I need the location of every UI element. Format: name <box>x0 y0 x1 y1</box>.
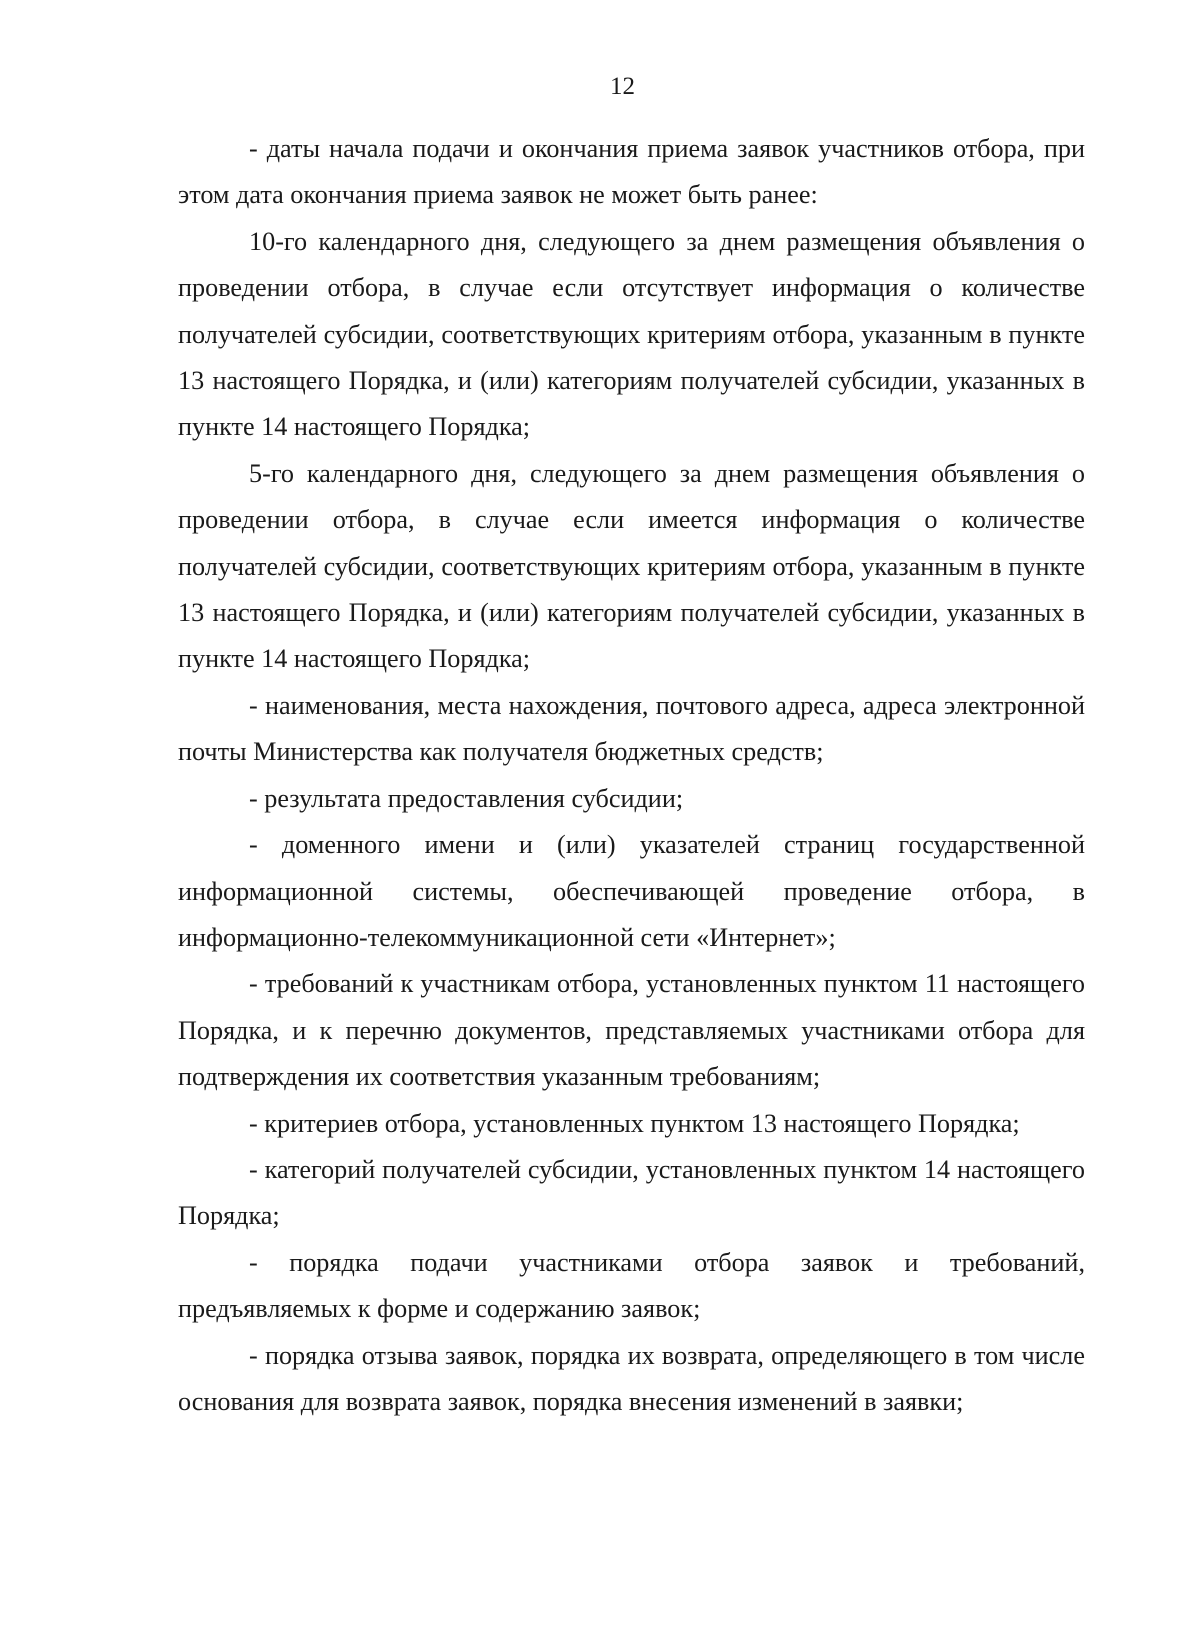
paragraph-withdrawal-procedure: - порядка отзыва заявок, порядка их возврата, определяющего в том числе основания для возврата заявок, порядка внесения изменений в заявки; <box>178 1340 1085 1416</box>
page-number: 12 <box>610 73 635 100</box>
document-body <box>178 126 1085 1425</box>
paragraph-ministry-address: - наименования, места нахождения, почтового адреса, адреса электронной почты Министерства как получателя бюджетных средств; <box>178 690 1085 767</box>
paragraph-participant-requirements: - требований к участникам отбора, установленных пунктом 11 настоящего Порядка, и к перечню документов, представляемых участниками отбора для подтверждения их соответствия указанным требованиям; <box>178 969 1085 1092</box>
paragraph-5th-day: 5-го календарного дня, следующего за днем размещения объявления о проведении отбора, в случае если имеется информация о количестве получателей субсидии, соответствующих критериям отбора, указанным в пункте 13 настоящего Порядка, и (или) категориям получателей субсидии, указанных в пункте 14 настоящего Порядка; <box>178 458 1085 674</box>
paragraph-selection-criteria: - критериев отбора, установленных пунктом 13 настоящего Порядка; <box>249 1108 1020 1138</box>
paragraph-recipient-categories: - категорий получателей субсидии, установленных пунктом 14 настоящего Порядка; <box>178 1154 1085 1231</box>
paragraph-domain-name: - доменного имени и (или) указателей страниц государственной информационной системы, обеспечивающей проведение отбора, в информационно-телекоммуникационной сети «Интернет»; <box>178 830 1085 952</box>
paragraph-subsidy-result: - результата предоставления субсидии; <box>249 783 684 813</box>
paragraph-submission-dates: - даты начала подачи и окончания приема заявок участников отбора, при этом дата окончания приема заявок не может быть ранее: <box>178 134 1085 210</box>
paragraph-application-procedure: - порядка подачи участниками отбора заявок и требований, предъявляемых к форме и содержанию заявок; <box>178 1247 1085 1324</box>
paragraph-10th-day: 10-го календарного дня, следующего за днем размещения объявления о проведении отбора, в случае если отсутствует информация о количестве получателей субсидии, соответствующих критериям отбора, указанным в пункте 13 настоящего Порядка, и (или) категориям получателей субсидии, указанных в пункте 14 настоящего Порядка; <box>178 226 1085 442</box>
